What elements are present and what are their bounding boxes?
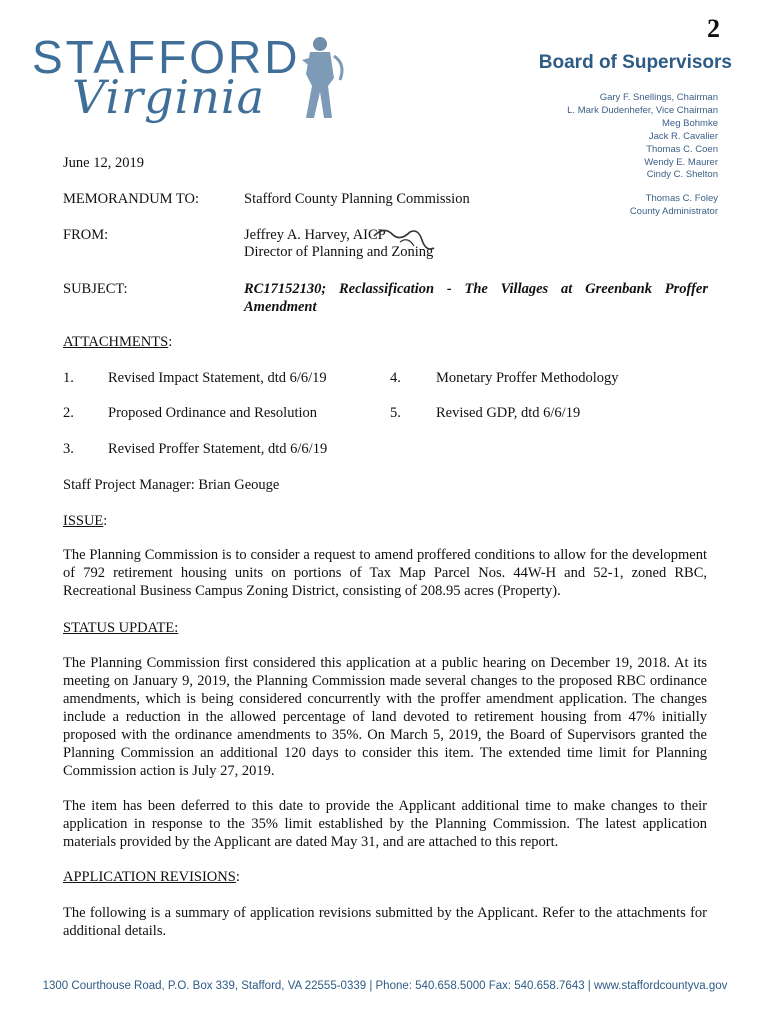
memo-from-title: Director of Planning and Zoning: [244, 244, 434, 260]
memo-to-label: MEMORANDUM TO:: [63, 191, 200, 207]
board-member: Wendy E. Maurer: [644, 156, 718, 168]
signature-icon: [370, 222, 440, 258]
board-title: Board of Supervisors: [538, 52, 732, 73]
board-member: Jack R. Cavalier: [648, 130, 718, 142]
attachment-num: 2.: [63, 405, 74, 421]
attachment-item: Revised GDP, dtd 6/6/19: [436, 405, 581, 421]
horseman-icon: [288, 34, 348, 130]
board-member-list: [567, 92, 718, 182]
memo-subject-line1: RC17152130; Reclassification - The Villages at Greenbank Proffer: [244, 281, 708, 297]
attachment-num: 4.: [390, 370, 401, 386]
board-member: Thomas C. Coen: [646, 143, 718, 155]
board-member: Cindy C. Shelton: [646, 169, 718, 181]
board-member: Gary F. Snellings, Chairman: [599, 92, 718, 103]
issue-paragraph: The Planning Commission is to consider a request to amend proffered conditions to allow for the development of 792 retirement housing units on portions of Tax Map Parcel Nos. 44W-H and 52-1, zoned RBC, Recreational Business Campus Zoning District, consisting of 208.95 acres (Property).: [63, 547, 707, 599]
board-member: Meg Bohmke: [662, 117, 718, 129]
attachment-item: Monetary Proffer Methodology: [436, 370, 619, 386]
issue-heading: ISSUE:: [63, 513, 108, 529]
attachment-item: Revised Impact Statement, dtd 6/6/19: [108, 370, 327, 386]
status-paragraph-1: The Planning Commission first considered this application at a public hearing on December 19, 2018. At its meeting on January 9, 2019, the Planning Commission made several changes to the proposed RBC ordinance amendments, which is being considered concurrently with the proffer amendment application. The changes include a reduction in the allowed percentage of land devoted to retirement housing from 47% initially proposed with the ordinance amendments to 35%. On March 5, 2019, the Board of Supervisors granted the Planning Commission an additional 120 days to consider this item. The extended time limit for Planning Commission action is July 27, 2019.: [63, 655, 707, 779]
memo-subject-line2: Amendment: [244, 299, 317, 315]
county-administrator: [630, 193, 718, 219]
attachment-item: Revised Proffer Statement, dtd 6/6/19: [108, 441, 328, 457]
attachment-item: Proposed Ordinance and Resolution: [108, 405, 318, 421]
attachment-num: 5.: [390, 405, 401, 421]
memo-to-value: Stafford County Planning Commission: [244, 191, 470, 207]
administrator-title: County Administrator: [629, 205, 718, 217]
memo-from-label: FROM:: [63, 227, 109, 243]
status-paragraph-2: The item has been deferred to this date to provide the Applicant additional time to make changes to their application in response to the 35% limit established by the Planning Commission. The latest application materials provided by the Applicant are dated May 31, and are attached to this report.: [63, 798, 707, 850]
stafford-virginia-logo: [30, 28, 340, 138]
revisions-heading: APPLICATION REVISIONS:: [63, 869, 240, 885]
attachment-num: 1.: [63, 370, 74, 386]
attachments-heading: ATTACHMENTS:: [63, 334, 173, 350]
page-number: 2: [707, 14, 720, 43]
logo-script: Virginia: [72, 70, 266, 124]
memo-subject-label: SUBJECT:: [63, 281, 128, 297]
board-member: L. Mark Dudenhefer, Vice Chairman: [567, 104, 718, 116]
footer-contact: 1300 Courthouse Road, P.O. Box 339, Stafford, VA 22555-0339 | Phone: 540.658.5000 Fax: 540.658.7643 | www.staffordcountyva.gov: [42, 980, 728, 992]
administrator-name: Thomas C. Foley: [645, 193, 718, 204]
status-heading: STATUS UPDATE:: [63, 620, 179, 636]
revisions-paragraph: The following is a summary of application revisions submitted by the Applicant. Refer to the attachments for additional details.: [63, 905, 707, 939]
staff-project-manager: Staff Project Manager: Brian Geouge: [63, 477, 280, 493]
logo-wordmark: STAFFORD: [32, 31, 301, 83]
memo-from-name: Jeffrey A. Harvey, AICP: [244, 227, 386, 243]
memo-date: June 12, 2019: [63, 155, 144, 171]
attachment-num: 3.: [63, 441, 74, 457]
